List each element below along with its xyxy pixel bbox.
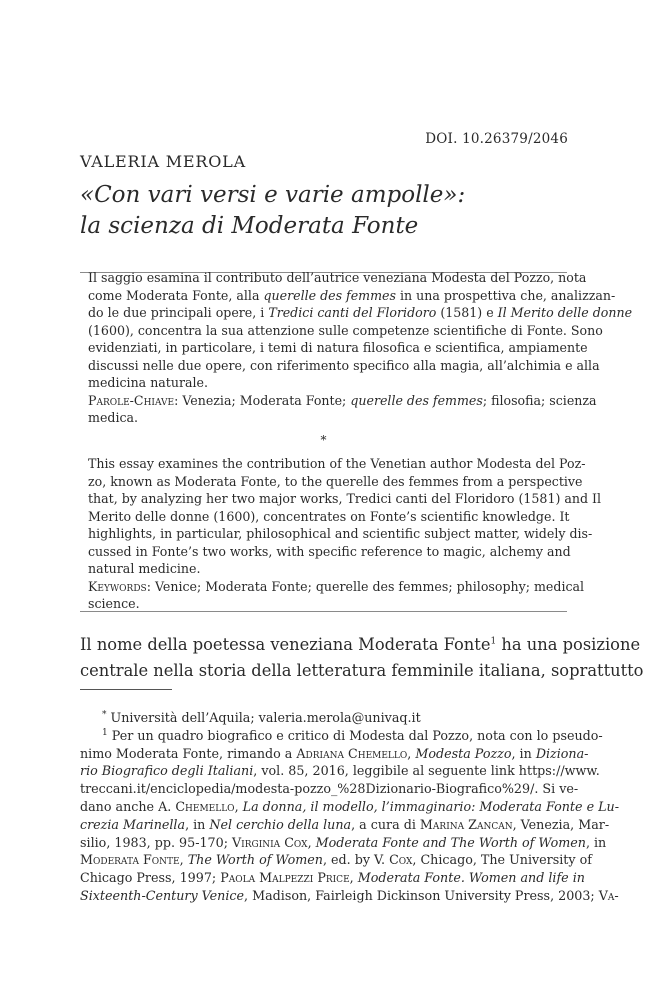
abstract-line: Merito delle donne (1600), concentrates on Fonte’s scientific knowledge. It xyxy=(88,508,570,524)
footnote-line: nimo Moderata Fonte, rimando a Adriana Chemello, Modesta Pozzo, in Diziona- xyxy=(80,745,589,761)
footnote-line: Moderata Fonte, The Worth of Women, ed. by V. Cox, Chicago, The University of xyxy=(80,852,592,868)
abstract-line: evidenziati, in particolare, i temi di natura filosofica e scientifica, ampiamente xyxy=(88,340,588,355)
footnotes xyxy=(80,709,619,905)
keywords-italian-cont: medica. xyxy=(88,410,139,425)
abstract-separator: * xyxy=(320,433,327,447)
footnote-line: crezia Marinella, in Nel cerchio della luna, a cura di Marina Zancan, Venezia, Mar- xyxy=(80,816,610,832)
abstract-line: come Moderata Fonte, alla querelle des femmes in una prospettiva che, analizzan- xyxy=(88,287,616,303)
footnote-line: $^1$ Per un quadro biografico e critico di Modesta dal Pozzo, nota con lo pseudo- xyxy=(102,727,603,743)
footnote-ref[interactable]: 1 xyxy=(490,636,497,647)
keywords-italian: Parole-Chiave: Venezia; Moderata Fonte; querelle des femmes; filosofia; scienza xyxy=(88,392,597,408)
footnote-line: dano anche A. Chemello, La donna, il modello, l’immaginario: Moderata Fonte e Lu- xyxy=(80,798,619,814)
title-line: «Con vari versi e varie ampolle»: xyxy=(80,182,466,208)
body-line: centrale nella storia della letteratura femminile italiana, soprattutto xyxy=(80,661,644,680)
abstract-line: that, by analyzing her two major works, Tredici canti del Floridoro (1581) and Il xyxy=(88,491,602,506)
abstract-line: This essay examines the contribution of the Venetian author Modesta del Poz- xyxy=(88,456,586,471)
title-line: la scienza di Moderata Fonte xyxy=(80,213,419,239)
abstract-english xyxy=(88,455,602,613)
footnote-rule xyxy=(80,689,172,690)
abstract-line: discussi nelle due opere, con riferimento specifico alla magia, all’alchimia e alla xyxy=(88,357,600,373)
abstract-line: highlights, in particular, philosophical and scientific subject matter, widely dis- xyxy=(88,526,593,541)
abstract-italian xyxy=(88,269,633,427)
keywords-english: Keywords: Venice; Moderata Fonte; querelle des femmes; philosophy; medical xyxy=(88,578,585,594)
footnote-affiliation: * Università dell’Aquila; valeria.merola@univaq.it xyxy=(102,709,421,725)
article-title xyxy=(80,180,465,242)
abstract-line: Il saggio esamina il contributo dell’autrice veneziana Modesta del Pozzo, nota xyxy=(88,270,587,285)
abstract-line: natural medicine. xyxy=(88,561,201,576)
footnote-line: Sixteenth-Century Venice, Madison, Fairleigh Dickinson University Press, 2003; Va- xyxy=(80,887,619,903)
body-paragraph xyxy=(80,632,644,684)
doi: DOI. 10.26379/2046 xyxy=(425,131,568,147)
footnote-link[interactable]: treccani.it/enciclopedia/modesta-pozzo_%28Dizionario-Biografico%29/. Si ve- xyxy=(80,781,579,797)
footnote-line: Chicago Press, 1997; Paola Malpezzi Price, Moderata Fonte. Women and life in xyxy=(80,870,585,886)
abstract-line: (1600), concentra la sua attenzione sulle competenze scientifiche di Fonte. Sono xyxy=(88,322,603,338)
footnote-line: silio, 1983, pp. 95-170; Virginia Cox, Moderata Fonte and The Worth of Women, in xyxy=(80,834,607,850)
abstract-line: cussed in Fonte’s two works, with specific reference to magic, alchemy and xyxy=(88,543,571,559)
keywords-english-cont: science. xyxy=(88,596,140,611)
author-name: VALERIA MEROLA xyxy=(80,152,246,171)
abstract-line: zo, known as Moderata Fonte, to the querelle des femmes from a perspective xyxy=(88,473,583,489)
abstract-box xyxy=(80,270,633,612)
abstract-line: medicina naturale. xyxy=(88,375,208,390)
footnote-line: rio Biografico degli Italiani, vol. 85, 2016, leggibile al seguente link https://www. xyxy=(80,763,600,779)
body-line: Il nome della poetessa veneziana Moderata Fonte$^1$ ha una posizione xyxy=(80,635,641,654)
abstract-line: do le due principali opere, i Tredici canti del Floridoro (1581) e Il Merito delle donne xyxy=(88,305,633,320)
